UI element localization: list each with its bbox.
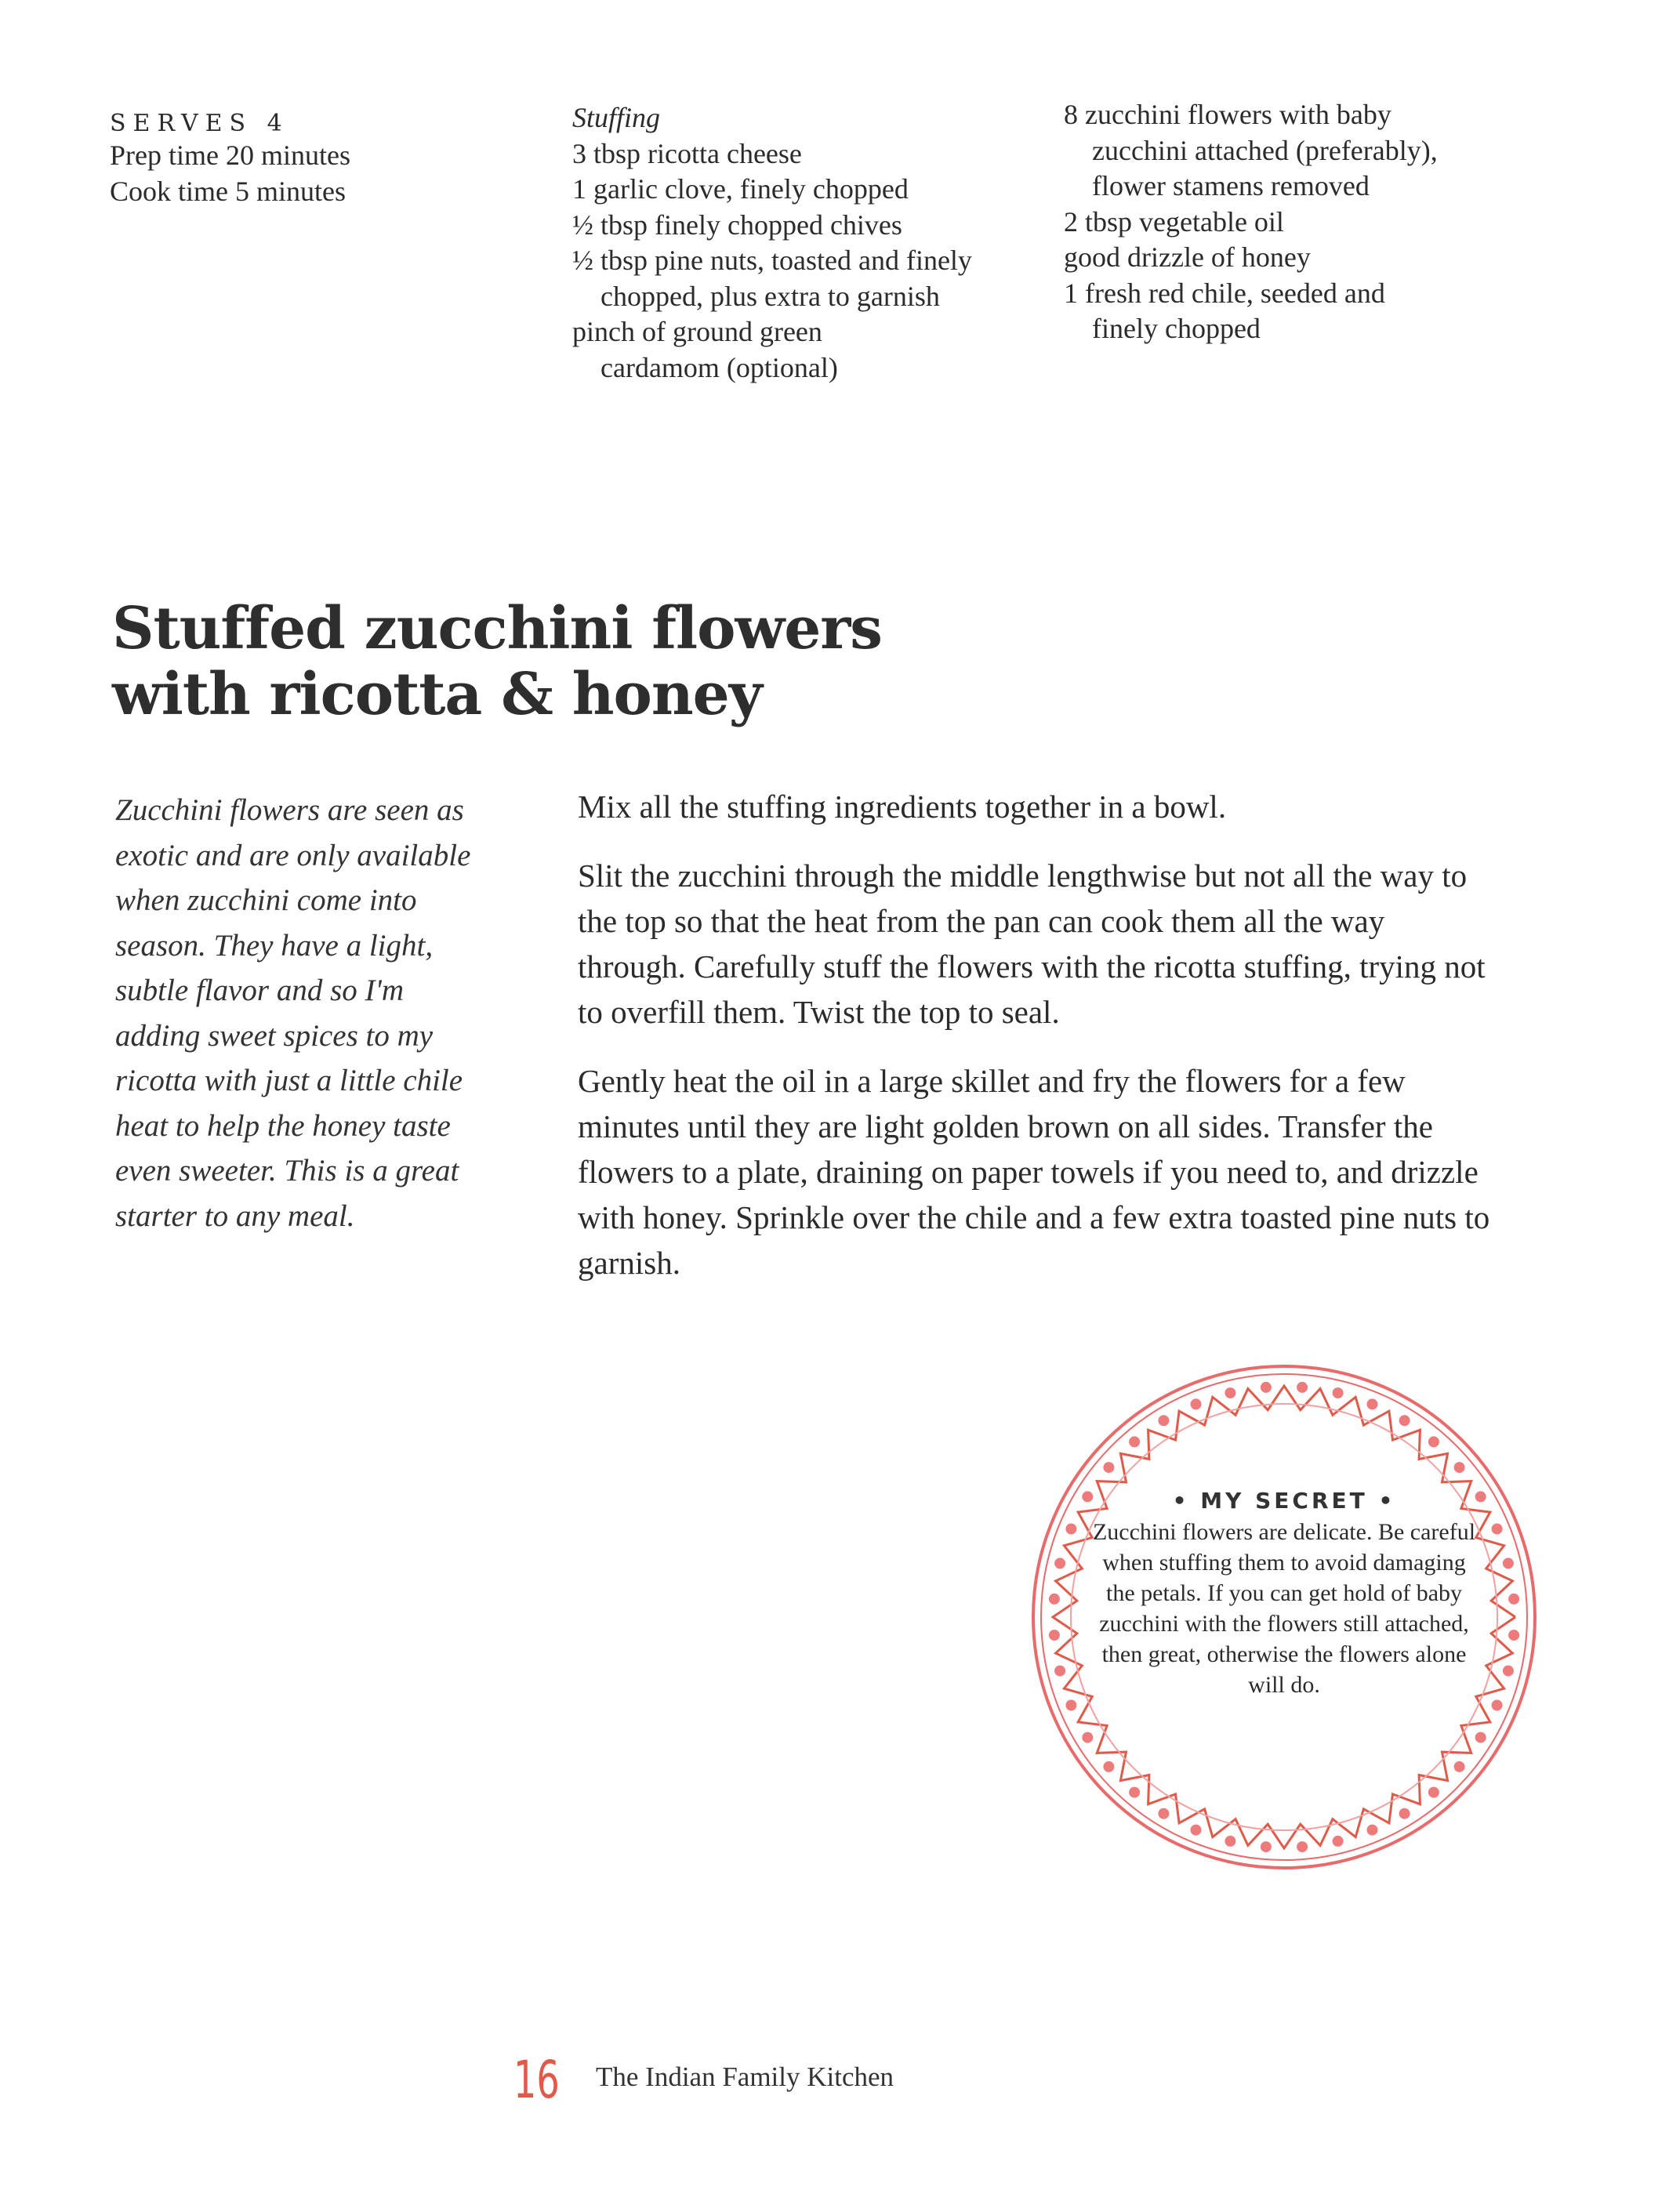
paisley-dot	[1367, 1825, 1378, 1836]
ingredient-item: 8 zucchini flowers with baby zucchini attached (preferably), flower stamens removed	[1064, 99, 1438, 201]
paisley-dot	[1428, 1787, 1439, 1798]
ingredient-item: 1 garlic clove, finely chopped	[572, 173, 909, 205]
paisley-dot	[1503, 1666, 1514, 1677]
method	[578, 784, 1495, 1309]
paisley-dot	[1158, 1415, 1169, 1426]
secret-heading: • MY SECRET •	[1172, 1488, 1396, 1514]
paisley-dot	[1049, 1594, 1060, 1605]
paisley-dot	[1129, 1436, 1140, 1447]
paisley-dot	[1054, 1666, 1065, 1677]
recipe-title	[112, 596, 882, 727]
method-step: Slit the zucchini through the middle lengthwise but not all the way to the top so that the heat from the pan can cook them all the way through. Carefully stuff the flowers with the ricotta stuffing, trying not to overfill them. Twist the top to seal.	[578, 858, 1486, 1030]
paisley-dot	[1261, 1382, 1272, 1393]
title-line-1: Stuffed zucchini flowers	[112, 595, 882, 662]
paisley-dot	[1297, 1841, 1308, 1852]
paisley-dot	[1333, 1836, 1344, 1847]
recipe-intro: Zucchini flowers are seen as exotic and are only available when zucchini come into season. They have a light, subtle flavor and so I'm adding sweet spices to my ricotta with just a little chile heat to help the honey taste even sweeter. This is a great starter to any meal.	[115, 793, 471, 1233]
ingredient-item: pinch of ground green cardamom (optional)	[572, 316, 838, 383]
ingredient-item: 1 fresh red chile, seeded and finely chopped	[1064, 277, 1385, 344]
paisley-dot	[1054, 1557, 1065, 1568]
paisley-dot	[1191, 1825, 1202, 1836]
paisley-dot	[1492, 1700, 1503, 1711]
ingredient-item: 3 tbsp ricotta cheese	[572, 137, 802, 169]
stuffing-heading: Stuffing	[572, 102, 661, 133]
secret-body: Zucchini flowers are delicate. Be careful when stuffing them to avoid damaging the petals. If you can get hold of baby zucchini with the flowers still attached, then great, otherwise the flowers alone will do.	[1092, 1519, 1476, 1698]
method-step: Mix all the stuffing ingredients together in a bowl.	[578, 789, 1227, 825]
paisley-dot	[1225, 1387, 1235, 1398]
paisley-dot	[1225, 1836, 1235, 1847]
cook-time: Cook time 5 minutes	[110, 176, 346, 207]
paisley-dot	[1103, 1462, 1114, 1473]
stuffing-ingredients	[572, 100, 1043, 386]
paisley-dot	[1129, 1787, 1140, 1798]
title-line-2: with ricotta & honey	[112, 661, 762, 728]
paisley-dot	[1503, 1557, 1514, 1568]
paisley-dot	[1428, 1436, 1439, 1447]
book-title: The Indian Family Kitchen	[596, 2062, 894, 2092]
paisley-dot	[1492, 1524, 1503, 1535]
paisley-dot	[1454, 1761, 1465, 1772]
paisley-dot	[1049, 1630, 1060, 1641]
paisley-dot	[1065, 1524, 1076, 1535]
paisley-dot	[1508, 1630, 1519, 1641]
prep-time: Prep time 20 minutes	[110, 140, 350, 171]
paisley-dot	[1065, 1700, 1076, 1711]
main-ingredients	[1064, 97, 1487, 347]
paisley-dot	[1082, 1732, 1093, 1743]
my-secret-box	[1088, 1488, 1480, 1700]
paisley-dot	[1191, 1398, 1202, 1409]
paisley-dot	[1454, 1462, 1465, 1473]
ingredient-item: ½ tbsp pine nuts, toasted and finely chopped, plus extra to garnish	[572, 245, 972, 312]
paisley-dot	[1367, 1398, 1378, 1409]
paisley-dot	[1508, 1594, 1519, 1605]
ingredient-item: ½ tbsp finely chopped chives	[572, 209, 902, 241]
paisley-dot	[1261, 1841, 1272, 1852]
paisley-dot	[1475, 1732, 1486, 1743]
ingredient-item: 2 tbsp vegetable oil	[1064, 205, 1284, 238]
paisley-dot	[1399, 1808, 1410, 1819]
paisley-dot	[1158, 1808, 1169, 1819]
recipe-meta	[110, 110, 350, 209]
paisley-dot	[1399, 1415, 1410, 1426]
paisley-dot	[1103, 1761, 1114, 1772]
ingredient-item: good drizzle of honey	[1064, 241, 1311, 273]
paisley-dot	[1333, 1387, 1344, 1398]
paisley-dot	[1297, 1382, 1308, 1393]
method-step: Gently heat the oil in a large skillet and fry the flowers for a few minutes until they are light golden brown on all sides. Transfer the flowers to a plate, draining on paper towels if you need to, and drizzle with honey. Sprinkle over the chile and a few extra toasted pine nuts to garnish.	[578, 1063, 1490, 1281]
serves-label: SERVES 4	[110, 110, 289, 137]
page-number: 16	[513, 2050, 560, 2110]
